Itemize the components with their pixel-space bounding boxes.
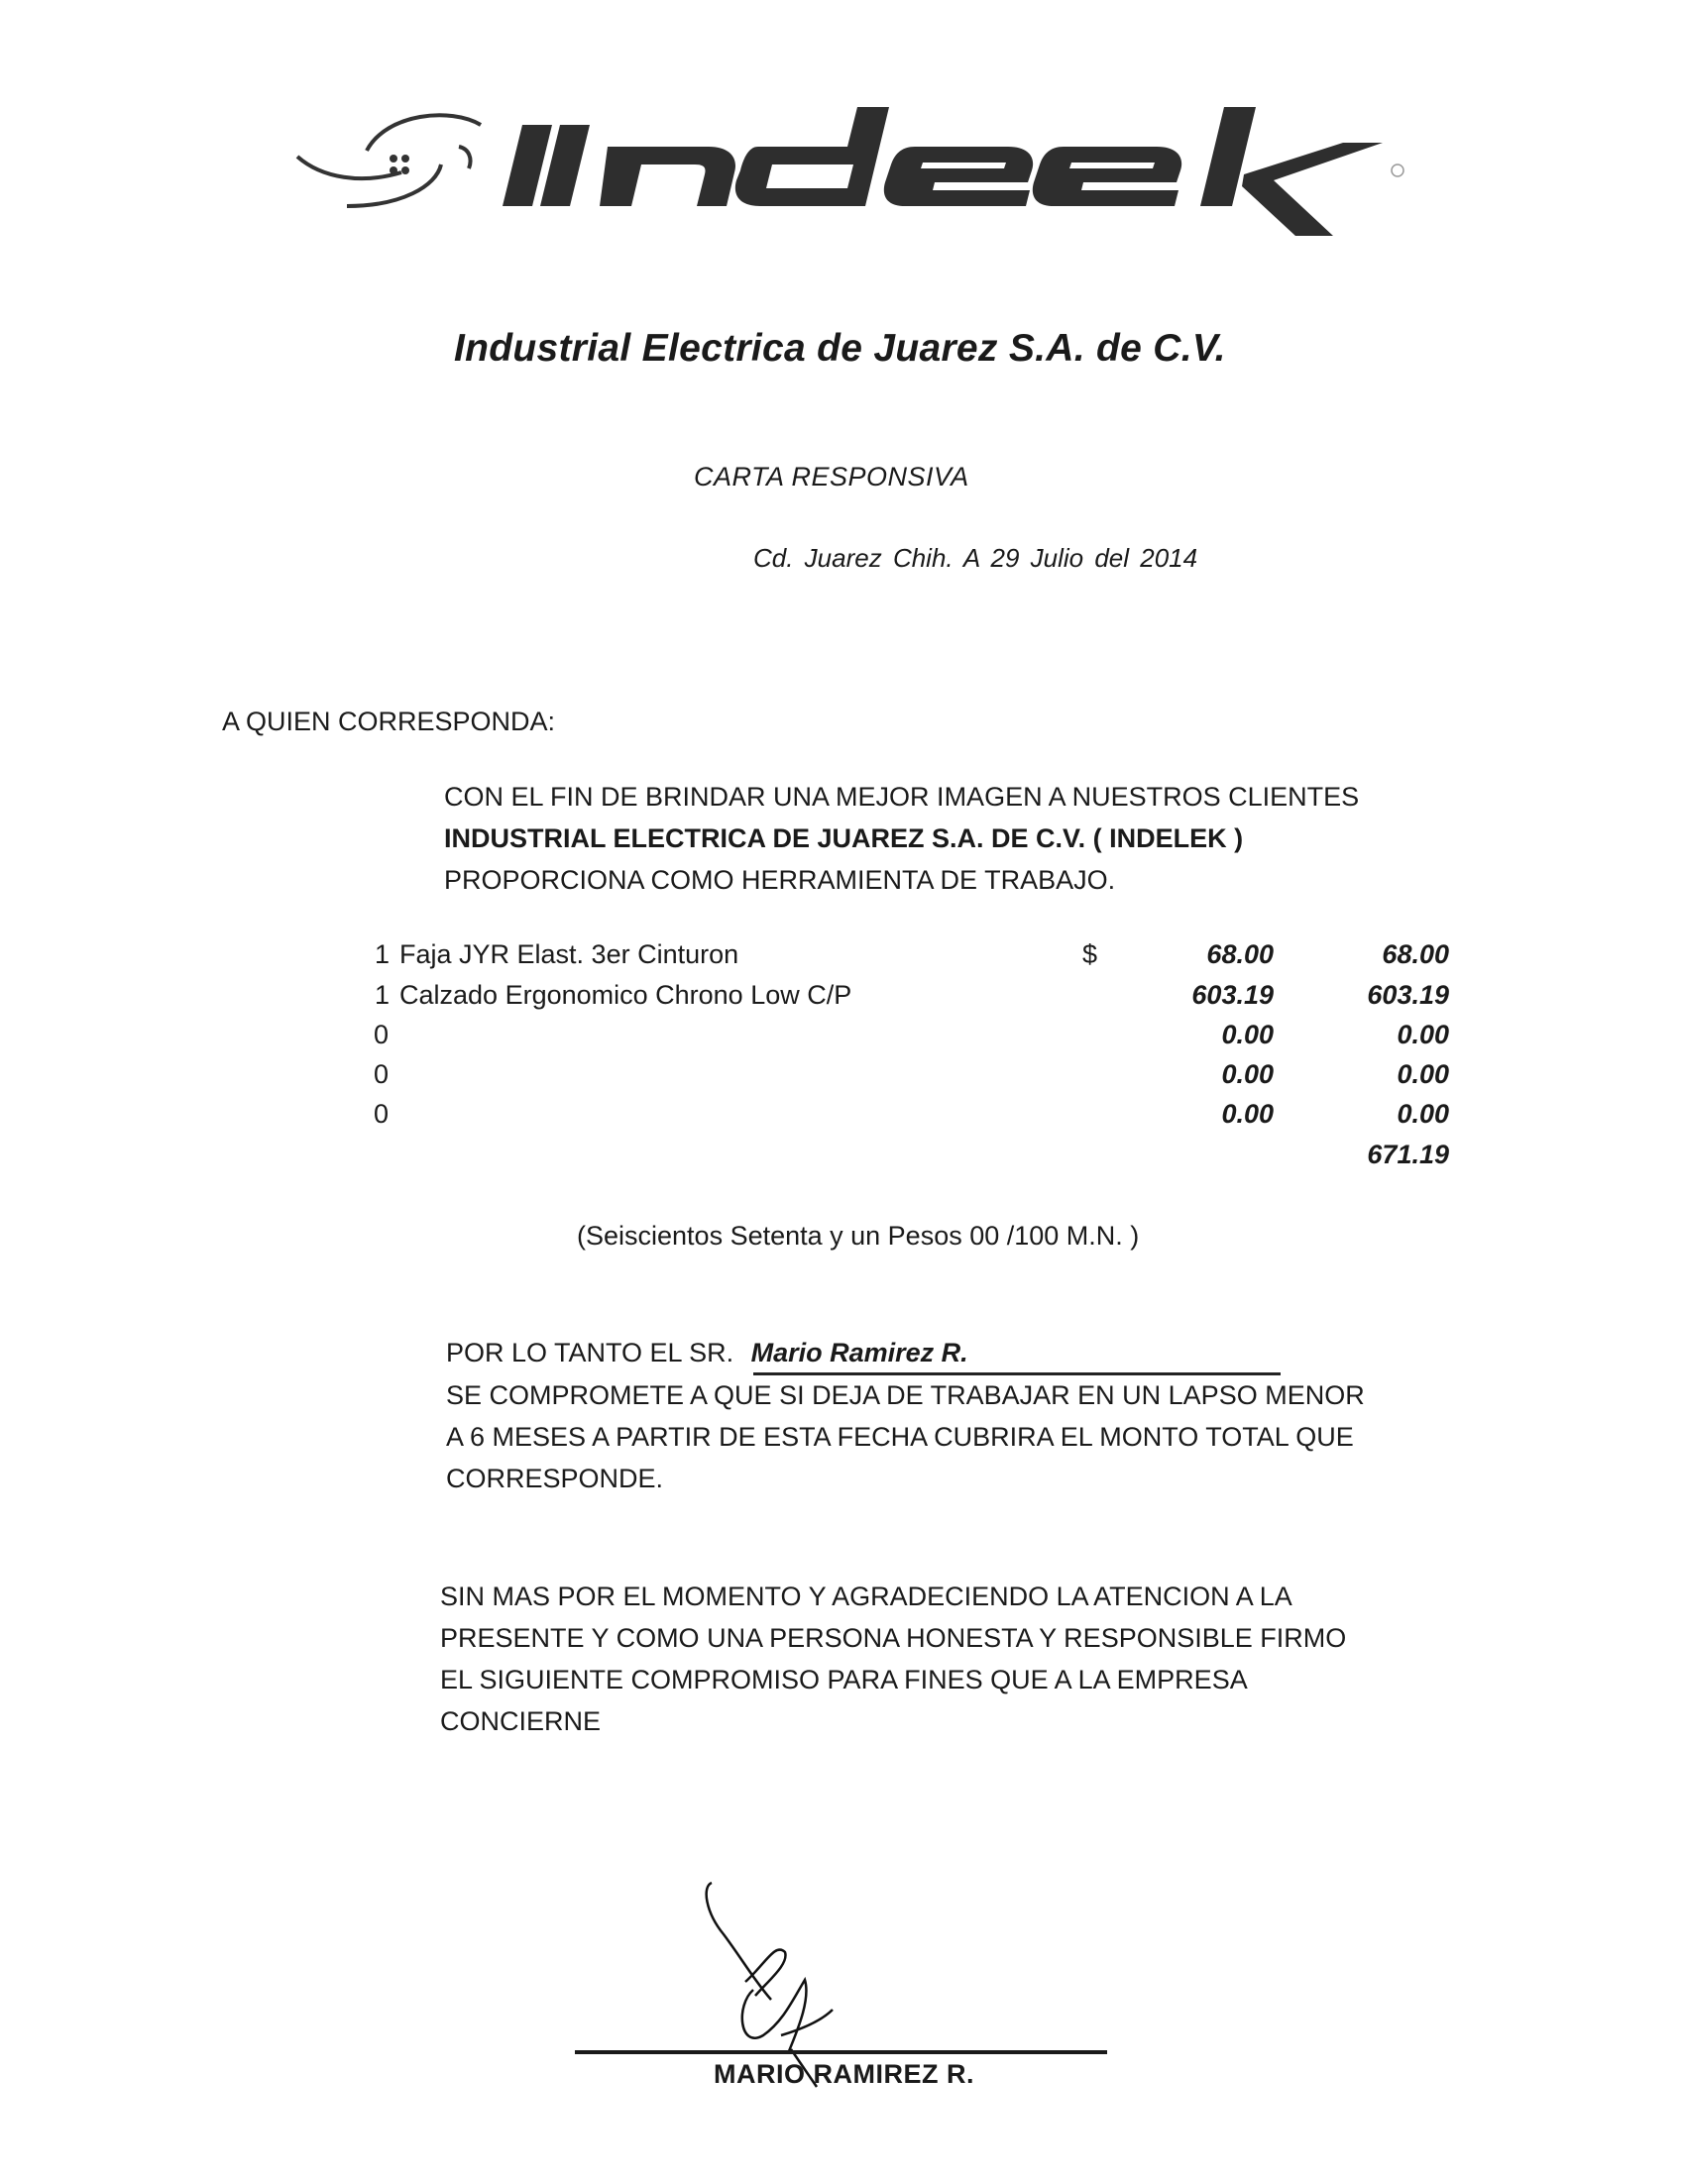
closing-line: CONCIERNE — [440, 1706, 602, 1736]
intro-company-line: INDUSTRIAL ELECTRICA DE JUAREZ S.A. DE C.V. ( INDELEK ) — [444, 823, 1244, 853]
indelek-logo — [292, 107, 1422, 246]
intro-paragraph — [444, 776, 1359, 901]
company-name: Industrial Electrica de Juarez S.A. de C.V. — [454, 327, 1226, 370]
item-description: Calzado Ergonomico Chrono Low C/P — [399, 980, 852, 1010]
item-qty: 1 — [375, 980, 391, 1010]
swirl-icon — [297, 115, 481, 206]
registered-mark-icon — [1392, 164, 1403, 176]
item-qty: 1 — [375, 939, 391, 969]
item-row — [0, 980, 1683, 1020]
commitment-text-line: CORRESPONDE. — [446, 1464, 664, 1493]
item-amount: 0.00 — [1397, 1099, 1449, 1129]
salutation: A QUIEN CORRESPONDA: — [222, 707, 556, 736]
item-row — [0, 1059, 1683, 1099]
item-amount: 0.00 — [1397, 1020, 1449, 1049]
commitment-text-line: A 6 MESES A PARTIR DE ESTA FECHA CUBRIRA EL MONTO TOTAL QUE — [446, 1422, 1354, 1452]
signature-line — [575, 2050, 1107, 2054]
currency-symbol: $ — [1082, 939, 1098, 969]
closing-paragraph — [440, 1576, 1346, 1742]
document-title: CARTA RESPONSIVA — [694, 462, 969, 491]
logo-wordmark — [503, 107, 1383, 236]
item-qty: 0 — [374, 1020, 390, 1049]
item-amount: 68.00 — [1382, 939, 1449, 969]
item-price: 68.00 — [1206, 939, 1274, 969]
closing-line: PRESENTE Y COMO UNA PERSONA HONESTA Y RESPONSIBLE FIRMO — [440, 1623, 1347, 1653]
item-amount: 603.19 — [1367, 980, 1449, 1010]
signer-name: MARIO RAMIREZ R. — [714, 2059, 974, 2089]
item-row — [0, 1020, 1683, 1059]
item-price: 0.00 — [1221, 1020, 1274, 1049]
item-price: 603.19 — [1191, 980, 1274, 1010]
handwritten-signature — [694, 1873, 872, 2091]
commitment-line — [446, 1338, 968, 1368]
commitment-prefix: POR LO TANTO EL SR. — [446, 1338, 734, 1367]
place-date: Cd. Juarez Chih. A 29 Julio del 2014 — [753, 543, 1198, 573]
commitment-text-line: SE COMPROMETE A QUE SI DEJA DE TRABAJAR EN UN LAPSO MENOR — [446, 1380, 1365, 1410]
intro-line: PROPORCIONA COMO HERRAMIENTA DE TRABAJO. — [444, 865, 1116, 895]
item-description: Faja JYR Elast. 3er Cinturon — [399, 939, 739, 969]
items-total: 671.19 — [1367, 1140, 1449, 1169]
amount-in-words: (Seiscientos Setenta y un Pesos 00 /100 M.N. ) — [577, 1221, 1140, 1251]
commitment-paragraph — [446, 1374, 1365, 1499]
item-qty: 0 — [374, 1099, 390, 1129]
item-amount: 0.00 — [1397, 1059, 1449, 1089]
item-price: 0.00 — [1221, 1099, 1274, 1129]
intro-line: CON EL FIN DE BRINDAR UNA MEJOR IMAGEN A NUESTROS CLIENTES — [444, 782, 1360, 812]
item-qty: 0 — [374, 1059, 390, 1089]
item-row — [0, 939, 1683, 979]
closing-line: EL SIGUIENTE COMPROMISO PARA FINES QUE A LA EMPRESA — [440, 1665, 1248, 1694]
closing-line: SIN MAS POR EL MOMENTO Y AGRADECIENDO LA ATENCION A LA — [440, 1582, 1292, 1611]
item-row — [0, 1099, 1683, 1139]
item-price: 0.00 — [1221, 1059, 1274, 1089]
employee-name: Mario Ramirez R. — [750, 1338, 968, 1367]
